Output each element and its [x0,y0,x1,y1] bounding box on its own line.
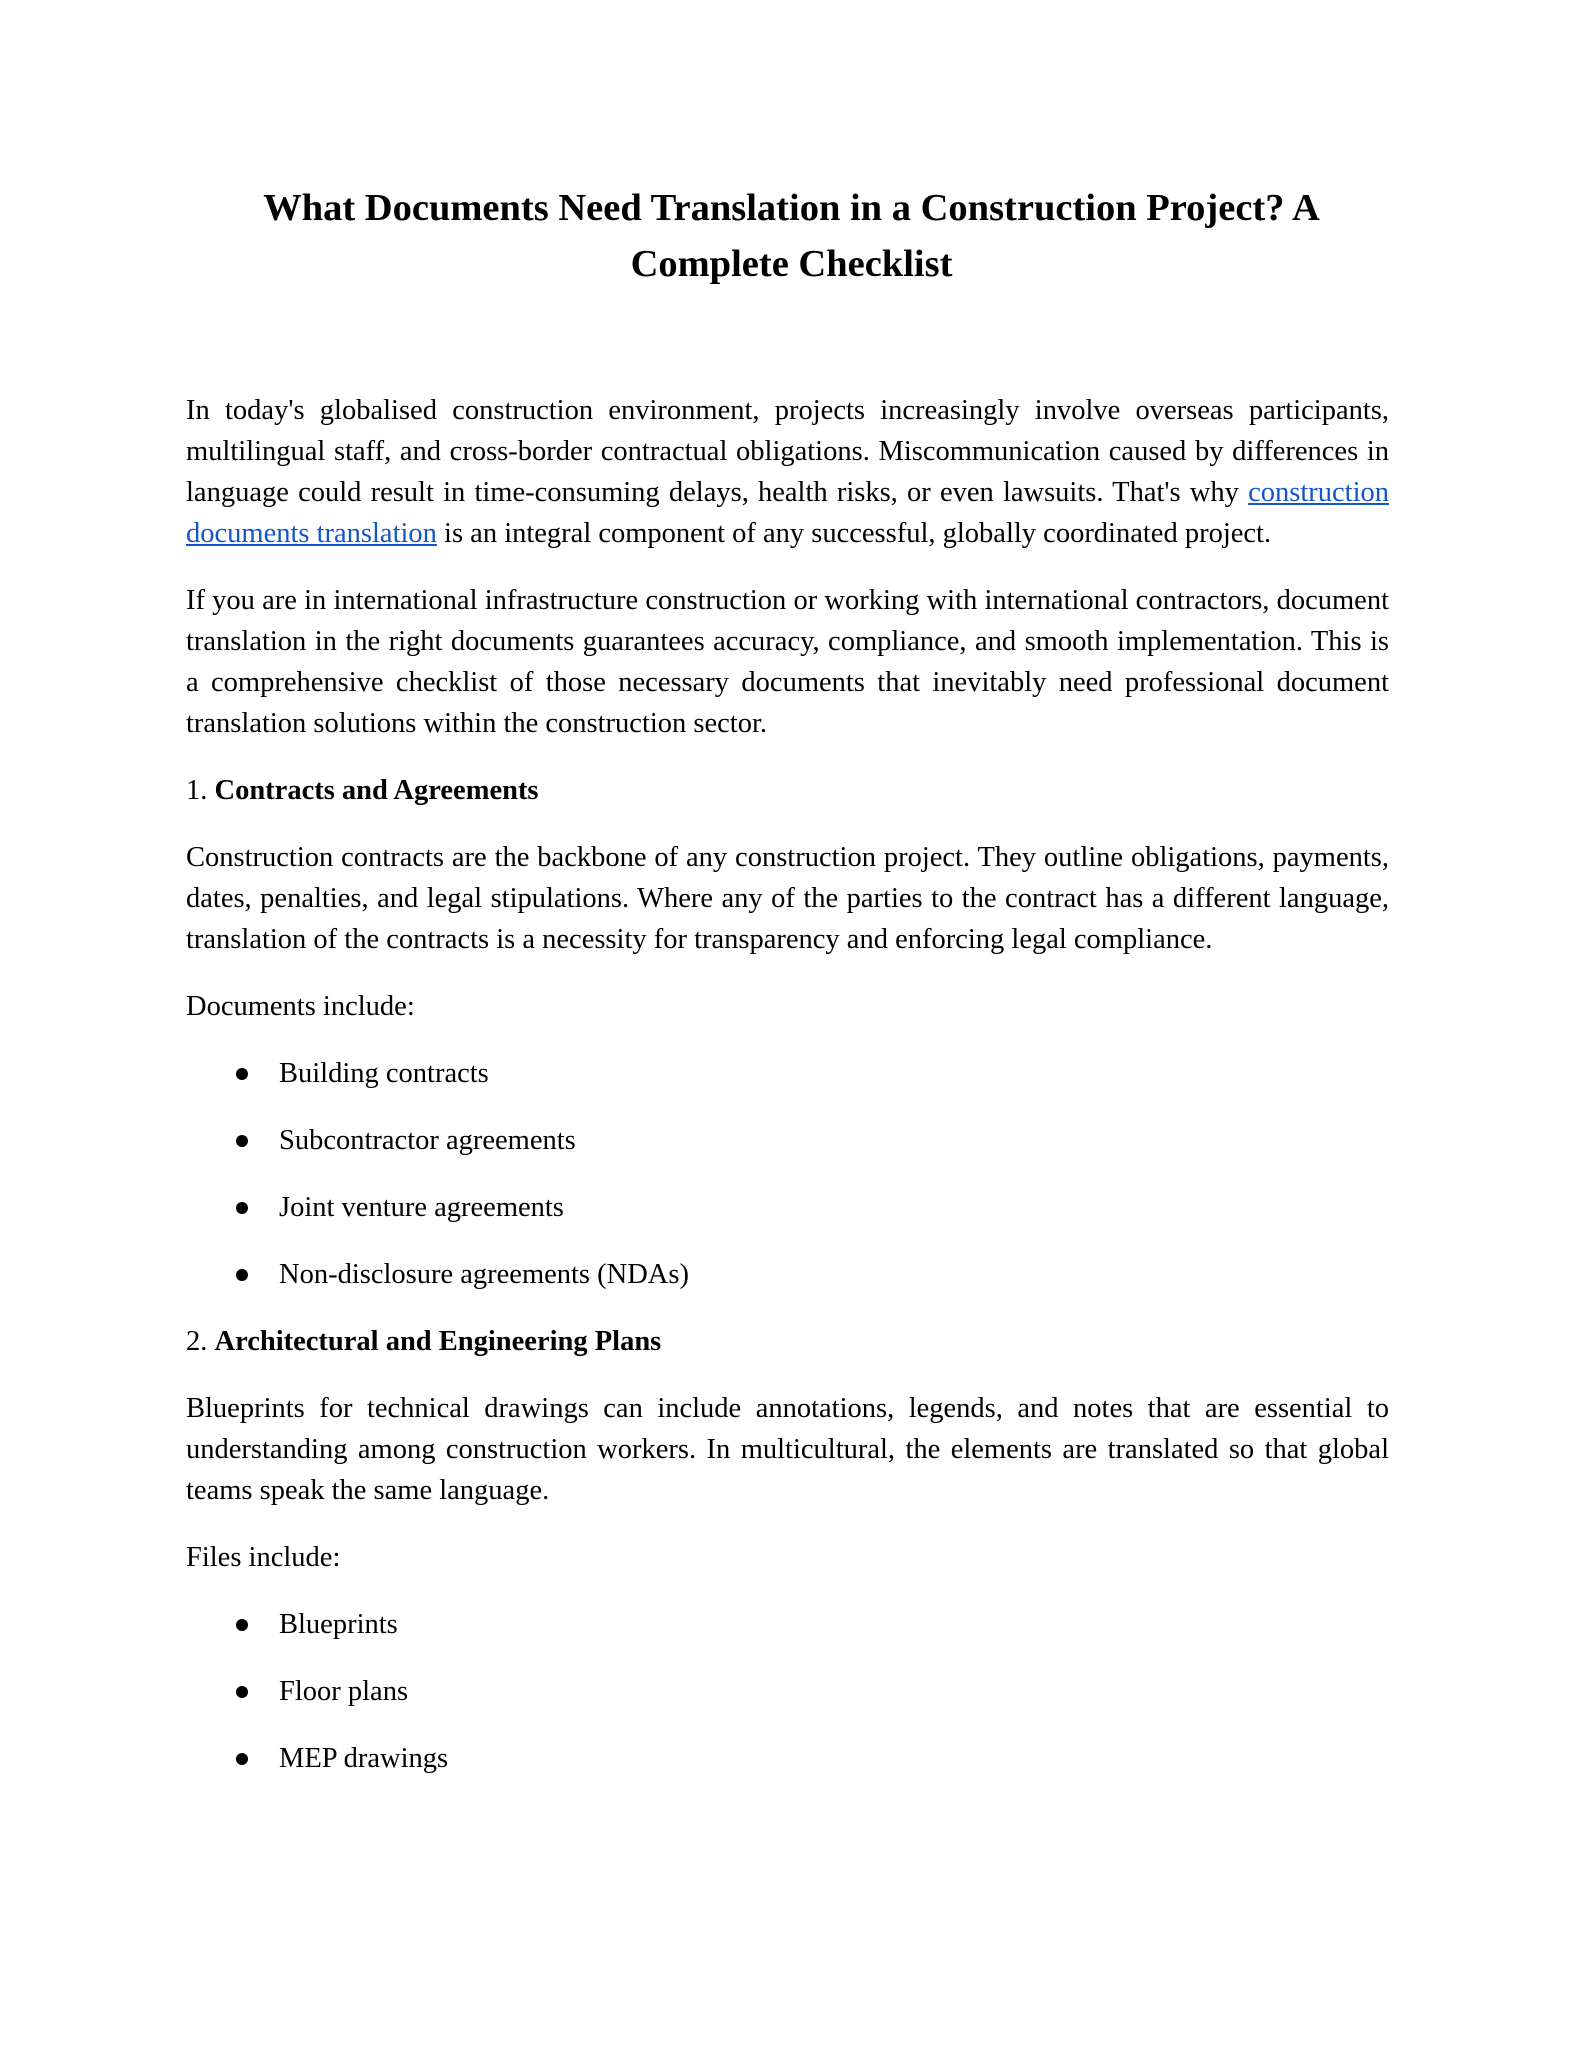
intro-text-after-link: is an integral component of any successful, globally coordinated project. [436,518,1272,549]
intro-paragraph-1 [186,390,1389,554]
list-item-text: Joint venture agreements [279,1192,564,1223]
list-item [186,1053,1389,1094]
bullet-icon [236,1269,248,1281]
section-body-contracts: Construction contracts are the backbone of any construction project. They outline obligations, payments, dates, penalties, and legal stipulations. Where any of the parties to the contract has a different language, translation of the contracts is a necessity for transparency and enforcing legal compliance. [186,842,1389,955]
bullet-icon [236,1135,248,1147]
list-item [186,1738,1389,1779]
section-title: Contracts and Agreements [214,775,539,806]
intro-paragraph-2: If you are in international infrastructure construction or working with international contractors, document translation in the right documents guarantees accuracy, compliance, and smooth implementation. This is a comprehensive checklist of those necessary documents that inevitably need professional document translation solutions within the construction sector. [186,585,1389,739]
section-number: 2. [186,1326,208,1357]
section-body-plans: Blueprints for technical drawings can include annotations, legends, and notes that are essential to understanding among construction workers. In multicultural, the elements are translated so that global teams speak the same language. [186,1393,1389,1506]
list-item-text: Blueprints [279,1609,398,1640]
section-heading-plans [186,1321,1389,1362]
list-intro-documents: Documents include: [186,991,415,1022]
list-item [186,1187,1389,1228]
contracts-document-list [186,1053,1389,1295]
page-title: What Documents Need Translation in a Construction Project? A Complete Checklist [263,187,1320,285]
bullet-icon [236,1753,248,1765]
list-item-text: Floor plans [279,1676,409,1707]
section-title: Architectural and Engineering Plans [214,1326,662,1357]
section-number: 1. [186,775,208,806]
document-body [186,390,1389,1805]
bullet-icon [236,1202,248,1214]
list-item-text: Subcontractor agreements [279,1125,576,1156]
list-item [186,1671,1389,1712]
list-item [186,1254,1389,1295]
bullet-icon [236,1619,248,1631]
intro-text-before-link: In today's globalised construction environment, projects increasingly involve overseas participants, multilingual staff, and cross-border contractual obligations. Miscommunication caused by differences in language could result in time-consuming delays, health risks, or even lawsuits. That's why [186,395,1389,508]
list-item-text: Building contracts [279,1058,489,1089]
bullet-icon [236,1686,248,1698]
list-item [186,1604,1389,1645]
list-item [186,1120,1389,1161]
list-intro-files: Files include: [186,1542,341,1573]
list-item-text: Non-disclosure agreements (NDAs) [279,1259,689,1290]
plans-file-list [186,1604,1389,1779]
section-heading-contracts [186,770,1389,811]
bullet-icon [236,1068,248,1080]
list-item-text: MEP drawings [279,1743,449,1774]
construction-documents-translation-link[interactable]: construction documents translation [186,477,1389,549]
